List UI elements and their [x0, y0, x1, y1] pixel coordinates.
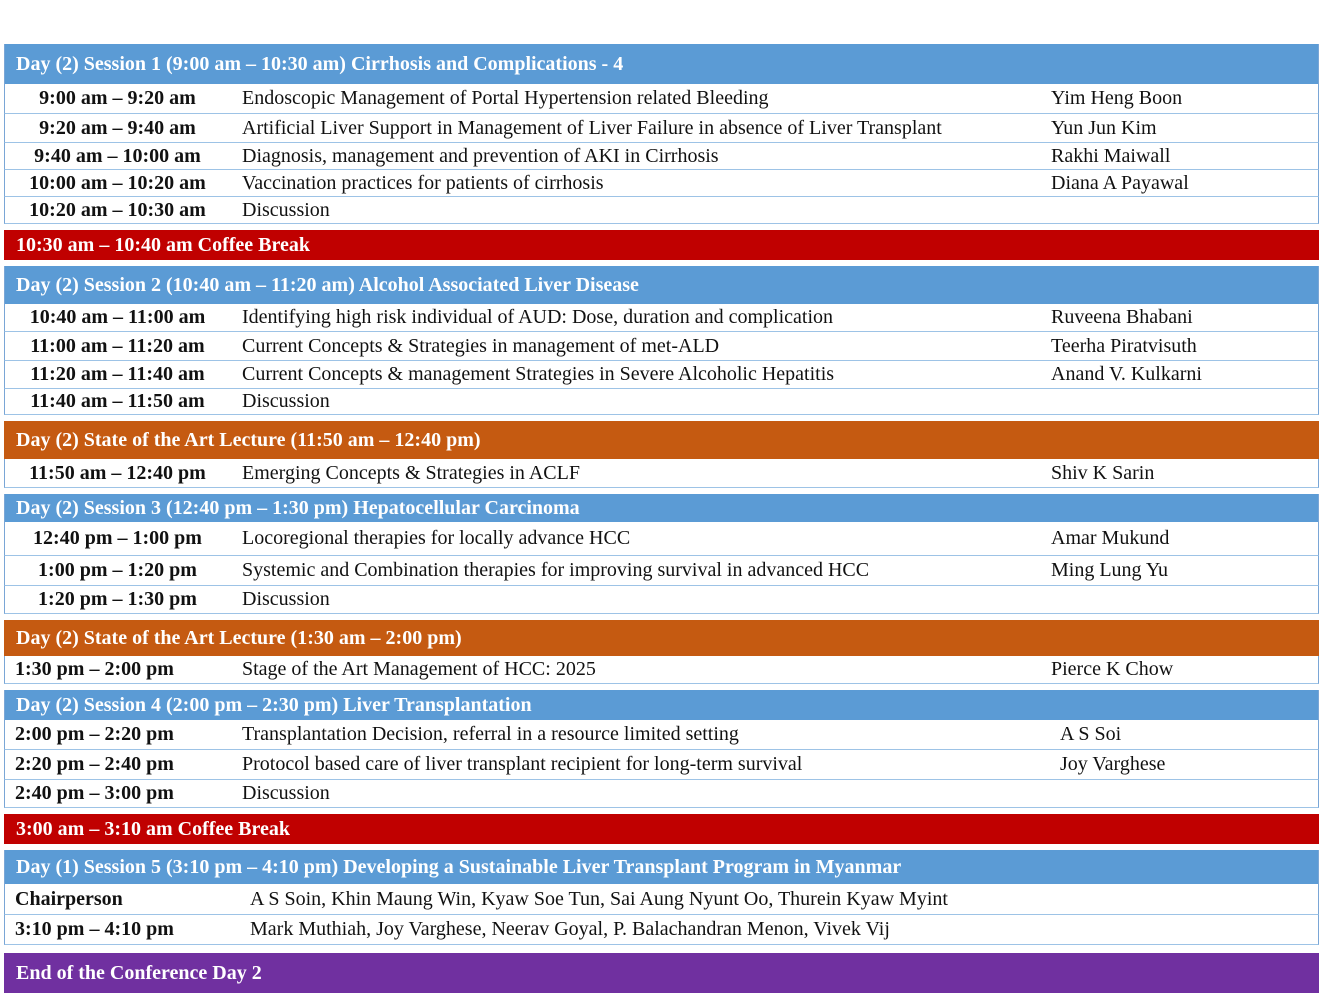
schedule-row [4, 459, 1319, 488]
speaker-name: Yun Jun Kim [1051, 116, 1157, 139]
talk-topic: Vaccination practices for patients of cirrhosis [242, 171, 604, 194]
talk-topic: Discussion [242, 782, 330, 804]
talk-topic: Diagnosis, management and prevention of AKI in Cirrhosis [242, 144, 719, 167]
time-slot: 11:50 am – 12:40 pm [29, 461, 206, 484]
time-slot: 9:00 am – 9:20 am [39, 87, 196, 109]
time-slot: 1:00 pm – 1:20 pm [38, 559, 197, 581]
schedule-row [4, 750, 1319, 780]
schedule-row [4, 197, 1319, 224]
schedule-row [4, 389, 1319, 415]
schedule-row [4, 556, 1319, 586]
coffee-break-banner: 3:00 am – 3:10 am Coffee Break [4, 814, 1319, 844]
panel-row [4, 915, 1319, 945]
time-slot: 11:40 am – 11:50 am [30, 390, 205, 412]
talk-topic: Stage of the Art Management of HCC: 2025 [242, 658, 596, 680]
talk-topic: Discussion [242, 390, 330, 412]
chairperson-label: Chairperson [15, 887, 123, 910]
talk-topic: Current Concepts & management Strategies in Severe Alcoholic Hepatitis [242, 363, 835, 385]
speaker-name: Pierce K Chow [1051, 658, 1174, 680]
speaker-name: Joy Varghese [1060, 753, 1166, 775]
chairperson-row [4, 884, 1319, 915]
schedule-row [4, 522, 1319, 556]
speaker-name: Anand V. Kulkarni [1051, 363, 1202, 385]
end-of-day-banner: End of the Conference Day 2 [4, 953, 1319, 993]
speaker-name: Ming Lung Yu [1051, 559, 1169, 581]
time-slot: 2:40 pm – 3:00 pm [15, 782, 174, 804]
schedule-row [4, 332, 1319, 361]
time-slot: 1:30 pm – 2:00 pm [15, 658, 174, 680]
speaker-name: Diana A Payawal [1051, 171, 1189, 194]
talk-topic: Artificial Liver Support in Management of Liver Failure in absence of Liver Transplant [242, 116, 942, 139]
time-slot: 11:00 am – 11:20 am [30, 334, 205, 357]
time-slot: 2:00 pm – 2:20 pm [15, 723, 174, 745]
conference-schedule [4, 44, 1319, 993]
speaker-name: A S Soi [1060, 723, 1122, 745]
time-slot: 10:20 am – 10:30 am [29, 198, 206, 221]
spacer [4, 945, 1319, 953]
speaker-name: Rakhi Maiwall [1051, 144, 1171, 167]
speaker-name: Amar Mukund [1051, 527, 1170, 549]
time-slot: 1:20 pm – 1:30 pm [38, 588, 197, 610]
lecture-2-header: Day (2) State of the Art Lecture (1:30 am – 2:00 pm) [4, 620, 1319, 656]
lecture-1-header: Day (2) State of the Art Lecture (11:50 am – 12:40 pm) [4, 421, 1319, 459]
panelist-names: Mark Muthiah, Joy Varghese, Neerav Goyal, P. Balachandran Menon, Vivek Vij [250, 918, 890, 940]
talk-topic: Emerging Concepts & Strategies in ACLF [242, 461, 580, 484]
speaker-name: Teerha Piratvisuth [1051, 334, 1197, 357]
time-slot: 11:20 am – 11:40 am [30, 363, 205, 385]
coffee-break-banner: 10:30 am – 10:40 am Coffee Break [4, 230, 1319, 260]
speaker-name: Yim Heng Boon [1051, 87, 1183, 109]
session-2-header: Day (2) Session 2 (10:40 am – 11:20 am) Alcohol Associated Liver Disease [4, 266, 1319, 304]
speaker-name: Ruveena Bhabani [1051, 306, 1193, 328]
schedule-row [4, 143, 1319, 170]
schedule-row [4, 780, 1319, 808]
time-slot: 9:40 am – 10:00 am [34, 144, 201, 167]
schedule-row [4, 84, 1319, 114]
time-slot: 3:10 pm – 4:10 pm [15, 918, 174, 940]
schedule-row [4, 586, 1319, 614]
schedule-row [4, 656, 1319, 684]
session-1-header: Day (2) Session 1 (9:00 am – 10:30 am) Cirrhosis and Complications - 4 [4, 44, 1319, 84]
talk-topic: Identifying high risk individual of AUD: Dose, duration and complication [242, 306, 834, 328]
time-slot: 10:00 am – 10:20 am [29, 171, 206, 194]
session-4-header: Day (2) Session 4 (2:00 pm – 2:30 pm) Liver Transplantation [4, 690, 1319, 720]
talk-topic: Current Concepts & Strategies in management of met-ALD [242, 334, 720, 357]
talk-topic: Protocol based care of liver transplant recipient for long-term survival [242, 753, 803, 775]
talk-topic: Endoscopic Management of Portal Hypertension related Bleeding [242, 87, 769, 109]
time-slot: 10:40 am – 11:00 am [29, 306, 206, 328]
talk-topic: Transplantation Decision, referral in a resource limited setting [242, 723, 739, 745]
schedule-row [4, 304, 1319, 332]
session-5-header: Day (1) Session 5 (3:10 pm – 4:10 pm) Developing a Sustainable Liver Transplant Program in Myanmar [4, 850, 1319, 884]
schedule-row [4, 114, 1319, 143]
talk-topic: Systemic and Combination therapies for improving survival in advanced HCC [242, 559, 870, 581]
schedule-row [4, 720, 1319, 750]
talk-topic: Discussion [242, 588, 330, 610]
chairperson-names: A S Soin, Khin Maung Win, Kyaw Soe Tun, Sai Aung Nyunt Oo, Thurein Kyaw Myint [250, 887, 948, 910]
schedule-row [4, 361, 1319, 389]
speaker-name: Shiv K Sarin [1051, 461, 1155, 484]
time-slot: 2:20 pm – 2:40 pm [15, 753, 174, 775]
talk-topic: Discussion [242, 198, 330, 221]
time-slot: 9:20 am – 9:40 am [39, 116, 196, 139]
time-slot: 12:40 pm – 1:00 pm [33, 527, 202, 549]
talk-topic: Locoregional therapies for locally advance HCC [242, 527, 631, 549]
session-3-header: Day (2) Session 3 (12:40 pm – 1:30 pm) Hepatocellular Carcinoma [4, 494, 1319, 522]
schedule-row [4, 170, 1319, 197]
